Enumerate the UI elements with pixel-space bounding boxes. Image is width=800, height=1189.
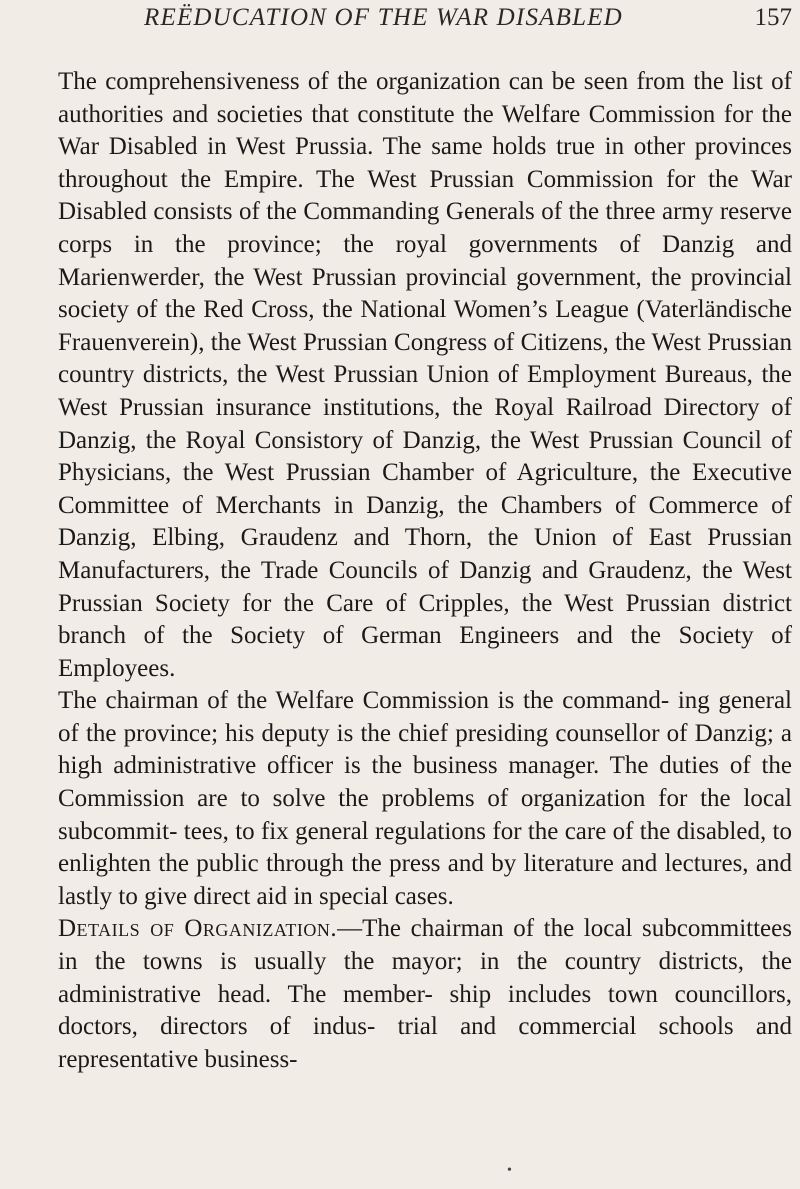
paragraph-welfare-commission-members: The comprehensiveness of the organization can be seen from the list of authorities and societies that constitute the Welfare Commission for the War Disabled in West Prussia. The same holds true in other provinces throughout the Empire. The West Prussian Commission for the War Disabled consists of the Commanding Generals of the three army reserve corps in the province; the royal governments of Danzig and Marienwerder, the West Prussian provincial government, the provincial society of the Red Cross, the National Women’s League (Vaterländische Frauenverein), the West Prussian Congress of Citizens, the West Prussian country districts, the West Prussian Union of Employment Bureaus, the West Prussian insurance institutions, the Royal Railroad Directory of Danzig, the Royal Consistory of Danzig, the West Prussian Council of Physicians, the West Prussian Chamber of Agriculture, the Executive Committee of Merchants in Danzig, the Chambers of Commerce of Danzig, Elbing, Graudenz and Thorn, the Union of East Prussian Manufacturers, the Trade Councils of Danzig and Graudenz, the West Prussian Society for the Care of Cripples, the West Prussian district branch of the Society of German Engineers and the Society of Employees. bbox=[58, 68, 792, 682]
print-speck: • bbox=[507, 1163, 512, 1178]
running-head-title: REËDUCATION OF THE WAR DISABLED bbox=[144, 4, 623, 31]
paragraph-details-of-organization bbox=[58, 913, 792, 1076]
paragraph-details-text: —The chairman of the local subcommittees in the towns is usually the mayor; in the country districts, the administrative head. The member- ship includes town councillors, doctors, directors of indus- trial and commercial schools and representative business- bbox=[58, 915, 792, 1073]
body-text bbox=[58, 66, 792, 1076]
paragraph-commission-duties: The chairman of the Welfare Commission is the command- ing general of the province; his deputy is the chief presiding counsellor of Danzig; a high administrative officer is the business manager. The duties of the Commission are to solve the problems of organization for the local subcommit- tees, to fix general regulations for the care of the disabled, to enlighten the public through the press and by literature and lectures, and lastly to give direct aid in special cases. bbox=[58, 687, 792, 910]
running-head bbox=[58, 0, 792, 40]
section-heading: Details of Organization. bbox=[58, 915, 338, 943]
page-number: 157 bbox=[754, 4, 792, 31]
